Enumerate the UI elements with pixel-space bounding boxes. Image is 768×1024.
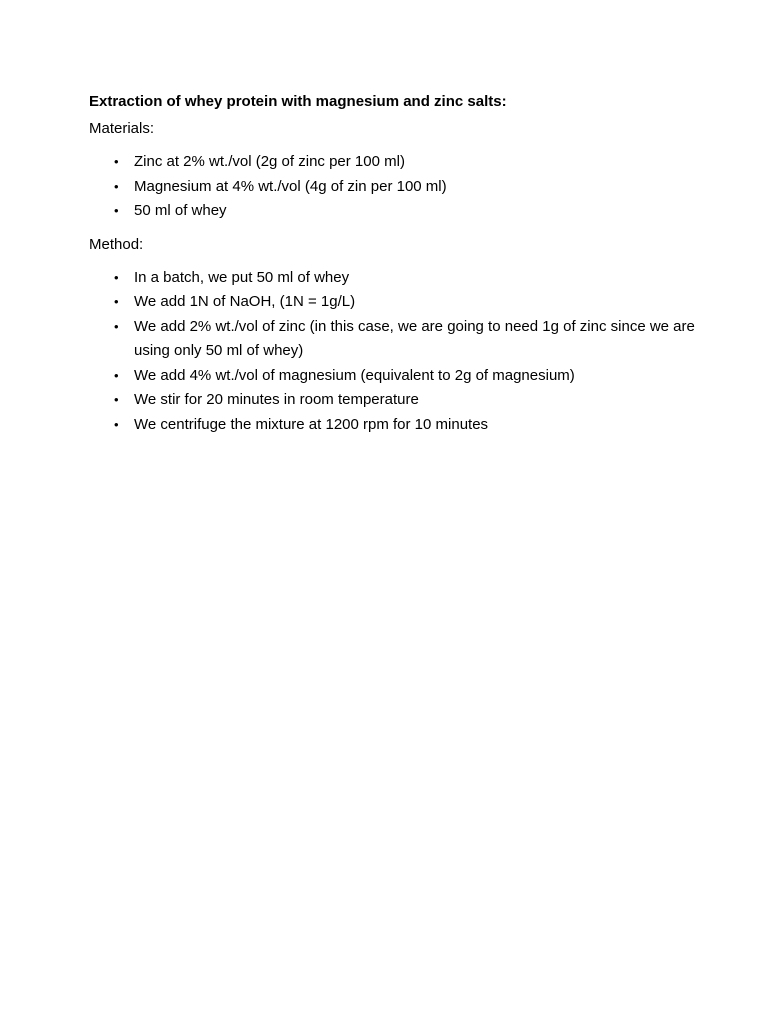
list-item-text: We centrifuge the mixture at 1200 rpm for 10 minutes bbox=[134, 415, 489, 433]
list-item bbox=[89, 364, 709, 389]
document-title: Extraction of whey protein with magnesium and zinc salts: bbox=[89, 93, 507, 110]
document-page bbox=[89, 92, 709, 437]
bullet-icon: • bbox=[114, 392, 119, 407]
bullet-icon: • bbox=[114, 203, 119, 218]
bullet-icon: • bbox=[114, 367, 119, 383]
list-item-text: Zinc at 2% wt./vol (2g of zinc per 100 ml) bbox=[134, 153, 405, 170]
bullet-icon: • bbox=[114, 269, 119, 285]
list-item-text: We add 2% wt./vol of zinc (in this case, we are going to need 1g of zinc since we are using only 50 ml of whey) bbox=[134, 317, 695, 359]
bullet-icon: • bbox=[114, 416, 119, 432]
materials-list bbox=[89, 150, 709, 224]
bullet-icon: • bbox=[114, 178, 119, 194]
list-item-text: Magnesium at 4% wt./vol (4g of zin per 100 ml) bbox=[134, 177, 447, 195]
bullet-icon: • bbox=[114, 318, 119, 334]
bullet-icon: • bbox=[114, 154, 119, 169]
list-item bbox=[89, 199, 709, 224]
method-list bbox=[89, 266, 709, 438]
list-item-text: We stir for 20 minutes in room temperature bbox=[134, 391, 419, 408]
list-item bbox=[89, 266, 709, 291]
list-item-text: We add 4% wt./vol of magnesium (equivalent to 2g of magnesium) bbox=[134, 366, 575, 384]
materials-heading: Materials: bbox=[89, 120, 155, 137]
list-item bbox=[89, 388, 709, 413]
list-item bbox=[89, 413, 709, 438]
list-item bbox=[89, 315, 709, 364]
list-item-text: In a batch, we put 50 ml of whey bbox=[134, 268, 350, 286]
list-item bbox=[89, 290, 709, 315]
bullet-icon: • bbox=[114, 294, 119, 309]
method-heading: Method: bbox=[89, 235, 144, 253]
list-item-text: We add 1N of NaOH, (1N = 1g/L) bbox=[134, 293, 356, 310]
list-item-text: 50 ml of whey bbox=[134, 202, 227, 219]
list-item bbox=[89, 175, 709, 200]
list-item bbox=[89, 150, 709, 175]
